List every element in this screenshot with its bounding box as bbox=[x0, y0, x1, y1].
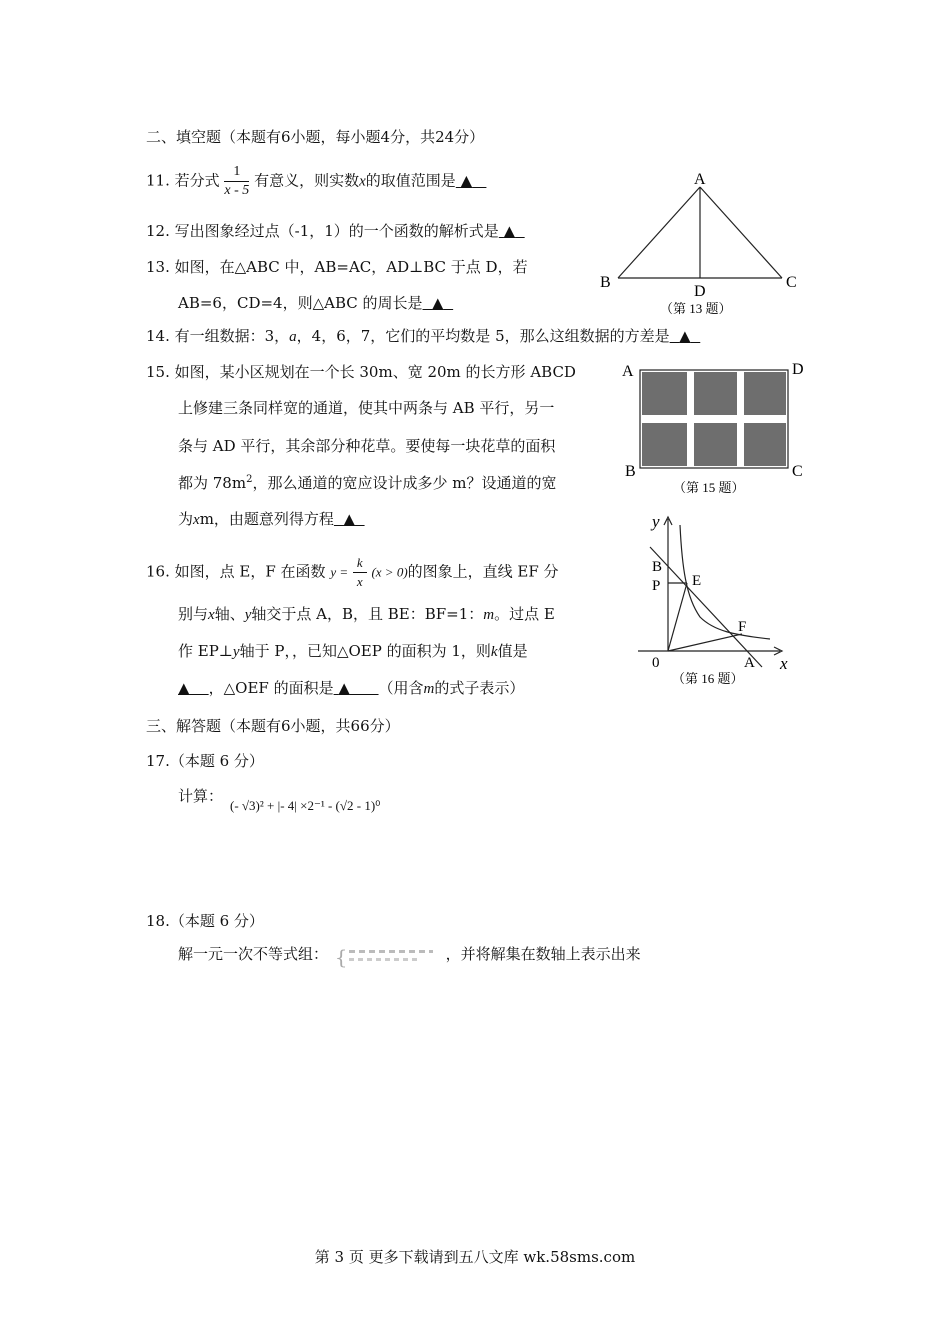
garden-block bbox=[744, 372, 786, 415]
question-12 bbox=[146, 220, 525, 241]
fig16-label-a: A bbox=[744, 655, 755, 671]
fig13-label-a: A bbox=[694, 171, 706, 188]
q12-answer-blank: ▲ bbox=[503, 222, 516, 240]
q16-function-fraction: $\frac{k}{x}$ bbox=[353, 554, 367, 591]
segment-of bbox=[668, 634, 742, 651]
q16-answer-blank-k: ▲ bbox=[178, 679, 190, 697]
fig13-label-d: D bbox=[694, 283, 706, 300]
fig16-caption: （第 16 题） bbox=[672, 671, 744, 686]
garden-block bbox=[694, 423, 737, 466]
fig15-label-d: D bbox=[792, 361, 804, 378]
section-heading-solve: 三、解答题（本题有6小题，共66分） bbox=[146, 717, 400, 735]
q14-variable: a bbox=[289, 329, 297, 345]
fig13-label-b: B bbox=[600, 274, 611, 291]
page-footer: 第 3 页 更多下载请到五八文库 wk.58sms.com bbox=[314, 1248, 636, 1266]
fig16-label-b: B bbox=[652, 559, 663, 575]
fig15-caption: （第 15 题） bbox=[673, 480, 745, 495]
fig16-label-p: P bbox=[652, 578, 661, 594]
figure-15-rectangle bbox=[615, 358, 815, 500]
question-16-line2: 别与x轴、y轴交于点 A，B，且 BE：BF=1：m。过点 E bbox=[178, 605, 555, 623]
question-18-title: 18.（本题 6 分） bbox=[146, 912, 264, 930]
inequality-system-image: { bbox=[333, 944, 441, 966]
q11-fraction bbox=[224, 163, 249, 200]
question-17-expression: (- √3)² + |- 4| ×2⁻¹ - (√2 - 1)⁰ bbox=[230, 798, 381, 813]
garden-block bbox=[642, 372, 687, 415]
line-ef bbox=[650, 547, 762, 667]
question-16-line4: ▲ ，△OEF 的面积是 ▲ （用含m的式子表示） bbox=[178, 679, 525, 697]
q14-answer-blank: ▲ bbox=[679, 327, 691, 345]
fig16-label-o: 0 bbox=[652, 655, 660, 671]
question-14: 14. 有一组数据：3，a，4，6，7，它们的平均数是 5，那么这组数据的方差是 ▲ bbox=[146, 325, 700, 346]
q13-answer-blank: ▲ bbox=[432, 294, 444, 312]
q11-variable: x bbox=[359, 173, 366, 190]
question-15-line2: 上修建三条同样宽的通道，使其中两条与 AB 平行，另一 bbox=[178, 399, 555, 417]
fig13-caption: （第 13 题） bbox=[660, 301, 732, 316]
q11-prefix: 11. 若分式 bbox=[146, 171, 220, 190]
question-15-line1: 15. 如图，某小区规划在一个长 30m、宽 20m 的长方形 ABCD bbox=[146, 363, 576, 381]
section-heading-fill-in: 二、填空题（本题有6小题，每小题4分，共24分） bbox=[146, 128, 485, 146]
question-13-line2: AB=6，CD=4，则△ABC 的周长是 ▲ bbox=[178, 292, 453, 313]
q12-text: 12. 写出图象经过点（-1，1）的一个函数的解析式是 bbox=[146, 222, 499, 240]
question-11 bbox=[146, 163, 486, 200]
question-17-title: 17.（本题 6 分） bbox=[146, 752, 264, 770]
segment-ac bbox=[700, 187, 782, 278]
question-17-label: 计算： bbox=[178, 787, 224, 805]
question-15-line4: 都为 $78m^2$，那么通道的宽应设计成多少 m？设通道的宽 bbox=[178, 474, 557, 492]
fig15-label-b: B bbox=[625, 463, 636, 480]
question-18-body: 解一元一次不等式组： { ，并将解集在数轴上表示出来 bbox=[178, 945, 641, 969]
question-15-line3: 条与 AD 平行，其余部分种花草。要使每一块花草的面积 bbox=[178, 437, 556, 455]
fig16-label-x: x bbox=[780, 654, 788, 673]
garden-block bbox=[642, 423, 687, 466]
fig16-label-f: F bbox=[738, 619, 747, 635]
segment-ab bbox=[618, 187, 700, 278]
q11-suffix: 的取值范围是 bbox=[365, 171, 456, 190]
figure-13-triangle bbox=[590, 165, 810, 323]
q16-function-condition: (x > 0) bbox=[371, 564, 408, 580]
garden-block bbox=[694, 372, 737, 415]
question-16-line3: 作 EP⊥y轴于 P，，已知△OEP 的面积为 1，则k值是 bbox=[178, 642, 528, 660]
figure-16-graph bbox=[630, 507, 810, 689]
question-16-line1: 16. 如图，点 E，F 在函数 y = $\frac{k}{x}$ (x > 0)的图象上，直线 EF 分 bbox=[146, 555, 559, 589]
question-15-line5: 为xm，由题意列得方程 ▲ bbox=[178, 508, 365, 529]
fig13-label-c: C bbox=[786, 274, 797, 291]
fig16-label-e: E bbox=[692, 573, 702, 589]
fig15-label-a: A bbox=[622, 363, 634, 380]
q11-fraction-denominator: x - 5 bbox=[224, 183, 250, 198]
q11-fraction-numerator: 1 bbox=[224, 163, 249, 182]
fig15-label-c: C bbox=[792, 463, 803, 480]
q16-answer-blank-area: ▲ bbox=[338, 679, 350, 697]
q15-answer-blank: ▲ bbox=[343, 510, 356, 528]
q16-function-y: y = bbox=[330, 564, 349, 580]
segment-oe bbox=[668, 583, 687, 651]
q11-middle: 有意义，则实数 bbox=[254, 171, 360, 190]
question-13-line1: 13. 如图，在△ABC 中，AB=AC，AD⊥BC 于点 D，若 bbox=[146, 258, 528, 276]
fig16-label-y: y bbox=[652, 512, 660, 531]
q11-answer-blank: ▲ bbox=[460, 171, 473, 190]
garden-block bbox=[744, 423, 786, 466]
